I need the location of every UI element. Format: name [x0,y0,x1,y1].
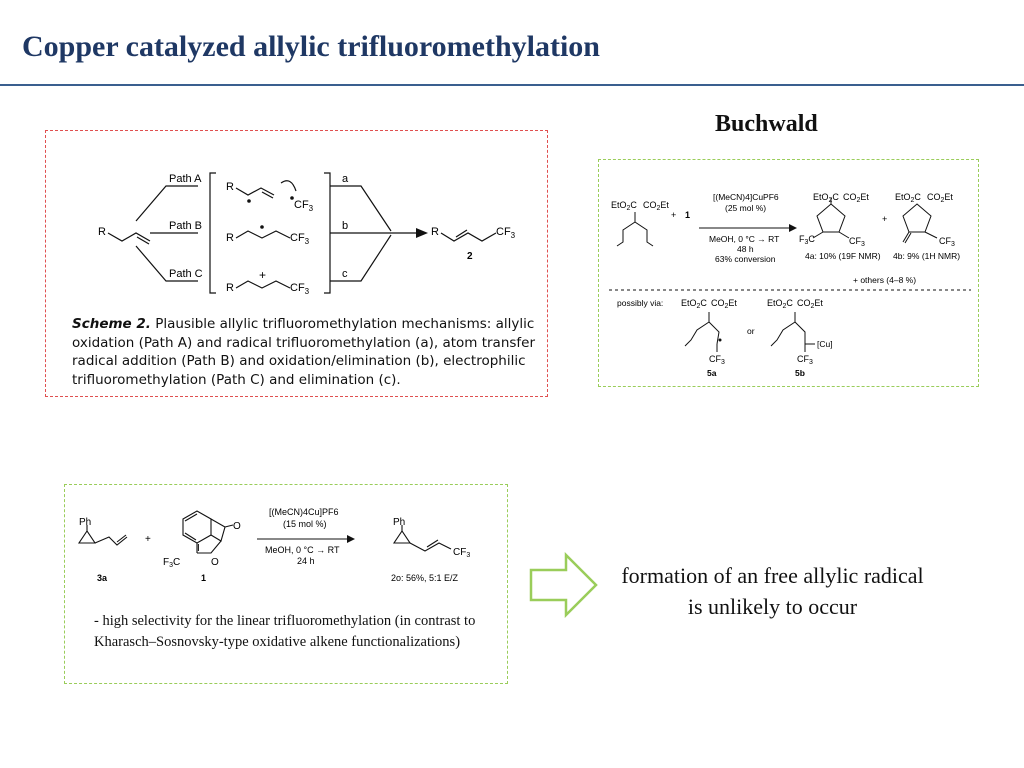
buchwald-reaction-svg [599,160,980,388]
svg-text:EtO2C: EtO$_2$C [813,192,839,204]
svg-text:+: + [259,268,267,282]
togni-1-label: 1 [201,573,207,583]
radical-clock-box [64,484,508,684]
reaction2-reagent: [(MeCN)4Cu]PF6 [269,507,339,517]
page-title: Copper catalyzed allylic trifluoromethylation [22,30,600,63]
path-b-label: Path B [169,220,203,232]
svg-text:EtO2C: EtO$_2$C [895,192,921,204]
reagent-1-label: 1 [685,210,691,220]
conclusion-text: formation of an free allylic radical is unlikely to occur [621,563,924,619]
svg-text:Ph: Ph [79,517,92,528]
svg-text:O: O [233,521,241,532]
svg-text:Ph: Ph [393,517,406,528]
svg-text:+: + [882,214,888,224]
svg-text:+: + [671,210,677,220]
possibly-via-label: possibly via: [617,298,664,308]
reaction2-loading: (15 mol %) [283,519,327,529]
route-c-label: c [342,268,348,280]
reaction1-loading: (25 mol %) [725,203,767,213]
reaction2-time: 24 h [297,556,315,566]
svg-text:R: R [226,232,234,244]
svg-text:CO2Et: $CO_2Et$ [711,298,737,310]
svg-text:CF3: $CF_3$ [290,232,310,246]
product-2o-label: 2o: 56%, 5:1 E/Z [391,573,459,583]
product-4b-label: 4b: 9% (1H NMR) [893,251,961,261]
product-4a-label: 4a: 10% (19F NMR) [805,251,881,261]
title-divider [0,84,1024,86]
svg-text:O: O [211,557,219,568]
buchwald-reaction-box [598,159,979,387]
radical-clock-svg [65,485,509,605]
svg-text:R: R [98,226,106,238]
scheme-caption-label: Scheme 2. [72,316,151,332]
product-2-label: 2 [467,251,473,262]
route-b-label: b [342,220,349,232]
scheme-caption-text: Plausible allylic trifluoromethylation mechanisms: allylic oxidation (Path A) and radical trifluoromethylation (a), atom transfer radical addition (Path B) and oxidation/elimination (b), electrophilic trifluoromethylation (Path C) and elimination (c). [72,316,536,388]
author-label: Buchwald [715,111,818,137]
svg-text:CF3: $CF_3$ [849,236,865,248]
svg-text:I: I [197,543,200,554]
reaction1-reagent: [(MeCN)4]CuPF6 [713,192,779,202]
svg-text:R: R [226,181,234,193]
svg-text:EtO2C: EtO$_2$C [681,298,707,310]
substrate-3a-label: 3a [97,573,108,583]
svg-text:EtO2C: EtO$_2$C [611,200,637,212]
svg-text:R: R [226,282,234,294]
reaction1-conditions: MeOH, 0 °C → RT [709,234,780,244]
svg-text:CF3: $CF_3$ [294,199,314,213]
selectivity-note: - high selectivity for the linear trifluoromethylation (in contrast to Kharasch–Sosnovsky-type oxidative alkene functionalizations) [94,613,476,650]
route-a-label: a [342,173,349,185]
svg-text:CF3: $CF_3$ [797,354,813,366]
svg-text:CF3: $CF_3$ [939,236,955,248]
svg-text:CO2Et: $CO_2Et$ [797,298,823,310]
others-label: + others (4–8 %) [853,275,917,285]
svg-text:CF3: $CF_3$ [453,547,471,559]
svg-text:CF3: $CF_3$ [709,354,725,366]
right-arrow-icon [528,552,600,618]
svg-text:CO2Et: $CO_2Et$ [927,192,953,204]
reaction1-time: 48 h [737,244,754,254]
reaction1-conversion: 63% conversion [715,254,776,264]
path-a-label: Path A [169,173,202,185]
path-c-label: Path C [169,268,203,280]
svg-text:R: R [431,226,439,238]
intermediate-5a-label: 5a [707,368,717,378]
svg-text:CF3: $CF_3$ [496,226,516,240]
svg-text:CO2Et: $CO_2Et$ [643,200,669,212]
scheme-caption [72,315,542,389]
reaction2-conditions: MeOH, 0 °C → RT [265,545,340,555]
cu-label: [Cu] [817,339,833,349]
svg-text:F3C: $F_3C$ [163,557,181,569]
svg-text:CO2Et: $CO_2Et$ [843,192,869,204]
svg-text:F3C: $F_3C$ [799,234,815,246]
intermediate-5b-label: 5b [795,368,805,378]
svg-text:EtO2C: EtO$_2$C [767,298,793,310]
or-label: or [747,326,755,336]
svg-text:+: + [145,534,151,545]
svg-text:CF3: $CF_3$ [290,282,310,296]
